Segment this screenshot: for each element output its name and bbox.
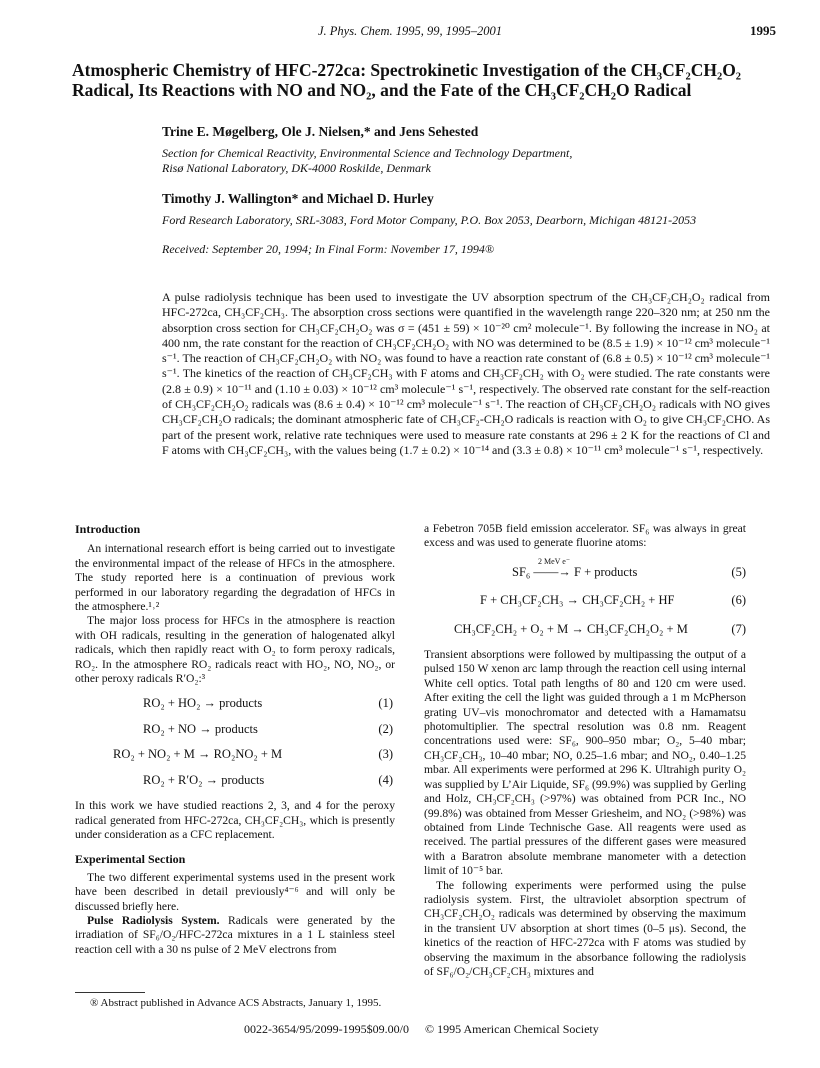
received-dates: Received: September 20, 1994; In Final Form: November 17, 1994® (162, 242, 495, 256)
right-paragraph-3: The following experiments were performed using the pulse radiolysis system. First, the ultraviolet absorption spectrum of CH₃CF₂CH₂O₂ radicals was determined by observing the maximum in the transient UV absorption at short times (0–5 μs). Second, the kinetics of the reaction of HFC-272ca with F atoms was studied by observing the maximum in the absorbance following the radiolysis of SF₆/O₂/CH₃CF₂CH₃ mixtures and (424, 878, 746, 978)
footer-code: 0022-3654/95/2099-1995$09.00/0 (244, 1022, 409, 1036)
left-column (75, 522, 395, 957)
equation-5: 2 MeV e⁻ SF₆ ——→ F + products (5) (512, 556, 746, 579)
footnote-rule (75, 992, 145, 993)
equation-1: RO₂ + HO₂ → products (1) (143, 696, 393, 711)
intro-paragraph-1: An international research effort is being carried out to investigate the environmental impact of the release of HFCs in the atmosphere. The study reported here is a continuation of previous work performed in our laboratory regarding the degradation of HFCs in the atmosphere.¹˒² (75, 542, 395, 614)
equation-3: RO₂ + NO₂ + M → RO₂NO₂ + M (3) (113, 747, 393, 762)
pulse-radiolysis-paragraph: Pulse Radiolysis System. Radicals were generated by the irradiation of SF₆/O₂/HFC-272ca mixtures in a 1 L stainless steel reaction cell with a 30 ns pulse of 2 MeV electrons from (75, 913, 395, 956)
intro-paragraph-3: In this work we have studied reactions 2, 3, and 4 for the peroxy radical generated from HFC-272ca, CH₃CF₂CH₃, which is presently under consideration as a CFC replacement. (75, 799, 395, 841)
intro-paragraph-2: The major loss process for HFCs in the atmosphere is reaction with OH radicals, resulting in the generation of halogenated alkyl radicals, which then rapidly react with O₂ to form peroxy radicals, RO₂. In the atmosphere RO₂ radicals react with HO₂, NO, NO₂, or other peroxy radicals R′O₂:³ (75, 614, 395, 686)
page-number: 1995 (750, 23, 776, 38)
pulse-radiolysis-heading: Pulse Radiolysis System. (87, 913, 220, 927)
equation-6: F + CH₃CF₂CH₃ → CH₃CF₂CH₂ + HF (6) (480, 593, 746, 608)
equation-2: RO₂ + NO → products (2) (143, 721, 393, 736)
introduction-heading: Introduction (75, 522, 141, 536)
paper-title: Atmospheric Chemistry of HFC-272ca: Spectrokinetic Investigation of the CH₃CF₂CH₂O₂ Radical, Its Reactions with NO and NO₂, and the Fate of the CH₃CF₂CH₂O Radical (72, 60, 742, 100)
affiliation-2: Ford Research Laboratory, SRL-3083, Ford Motor Company, P.O. Box 2053, Dearborn, Michigan 48121-2053 (162, 213, 697, 227)
journal-header: J. Phys. Chem. 1995, 99, 1995–2001 (317, 24, 502, 38)
experimental-heading: Experimental Section (75, 852, 186, 867)
equation-7: CH₃CF₂CH₂ + O₂ + M → CH₃CF₂CH₂O₂ + M (7) (454, 621, 746, 636)
equations-5-7 (424, 556, 746, 636)
equation-4: RO₂ + R′O₂ → products (4) (143, 772, 393, 787)
affiliation-1a: Section for Chemical Reactivity, Environmental Science and Technology Department, (162, 146, 573, 160)
footer-copyright: © 1995 American Chemical Society (425, 1022, 599, 1036)
affiliation-1b: Risø National Laboratory, DK-4000 Roskilde, Denmark (162, 161, 431, 175)
author-list-1: Trine E. Møgelberg, Ole J. Nielsen,* and Jens Sehested (162, 124, 479, 139)
right-paragraph-1: a Febetron 705B field emission accelerator. SF₆ was always in great excess and was used to generate fluorine atoms: (424, 522, 746, 550)
equations-1-4 (113, 696, 393, 787)
experimental-paragraph: The two different experimental systems used in the present work have been described in detail previously⁴⁻⁶ and will only be discussed briefly here. (75, 870, 395, 913)
right-column (424, 522, 746, 979)
right-paragraph-2: Transient absorptions were followed by multipassing the output of a pulsed 150 W xenon arc lamp through the reaction cell using internal White cell optics. Total path lengths of 80 and 120 cm were used. After exiting the cell the light was guided through a 1 m McPherson grating UV–vis monochromator and detected with a Hamamatsu photomultiplier. The spectral resolution was 0.8 nm. Reagent concentrations used were: SF₆, 900–950 mbar; O₂, 5–40 mbar; CH₃CF₂CH₃, 10–40 mbar; NO, 0.25–1.6 mbar; and NO₂, 0.40–1.25 mbar. All experiments were performed at 296 K. Ultrahigh purity O₂ was supplied by L’Air Liquide, SF₆ (99.9%) was supplied by Gerling and Holz, CH₃CF₂CH₃ (>97%) was obtained from PCR Inc., NO (99.8%) was obtained from Messer Griesheim, and NO₂ (>98%) was obtained from Linde Technische Gase. All reagents were used as received. The partial pressures of the different gases were measured with a Baratron absolute membrane manometer with a detection limit of 10⁻⁵ bar. (424, 648, 746, 878)
author-list-2: Timothy J. Wallington* and Michael D. Hurley (162, 191, 434, 206)
abstract: A pulse radiolysis technique has been used to investigate the UV absorption spectrum of the CH₃CF₂CH₂O₂ radical from HFC-272ca, CH₃CF₂CH₃. The absorption cross sections were quantified in the wavelength range 220–320 nm; at 250 nm the absorption cross section for CH₃CF₂CH₂O₂ was σ = (451 ± 59) × 10⁻²⁰ cm² molecule⁻¹. By following the increase in NO₂ at 400 nm, the rate constant for the reaction of CH₃CF₂CH₂O₂ with NO was determined to be (8.5 ± 1.9) × 10⁻¹² cm³ molecule⁻¹ s⁻¹. The reaction of CH₃CF₂CH₂O₂ with NO₂ was found to have a reaction rate constant of (6.8 ± 0.5) × 10⁻¹² cm³ molecule⁻¹ s⁻¹. The kinetics of the reaction of CH₃CF₂CH₃ with F atoms and CH₃CF₂CH₂ with O₂ were studied. The rate constants were (2.8 ± 0.9) × 10⁻¹¹ and (1.10 ± 0.03) × 10⁻¹² cm³ molecule⁻¹ s⁻¹, respectively. The observed rate constant for the self-reaction of CH₃CF₂CH₂O₂ radicals was (8.6 ± 0.4) × 10⁻¹² cm³ molecule⁻¹ s⁻¹. The reaction of CH₃CF₂CH₂O₂ radicals with NO gives CH₃CF₂CH₂O radicals; the dominant atmospheric fate of CH₃CF₂-CH₂O radicals is reaction with O₂ to give CH₃CF₂CHO. As part of the present work, relative rate techniques were used to measure rate constants at 296 ± 2 K for the reactions of Cl and F atoms with CH₃CF₂CH₃, with the values being (1.7 ± 0.2) × 10⁻¹⁴ and (3.3 ± 0.8) × 10⁻¹¹ cm³ molecule⁻¹ s⁻¹, respectively. (162, 290, 770, 457)
footnote: ® Abstract published in Advance ACS Abstracts, January 1, 1995. (90, 997, 382, 1009)
